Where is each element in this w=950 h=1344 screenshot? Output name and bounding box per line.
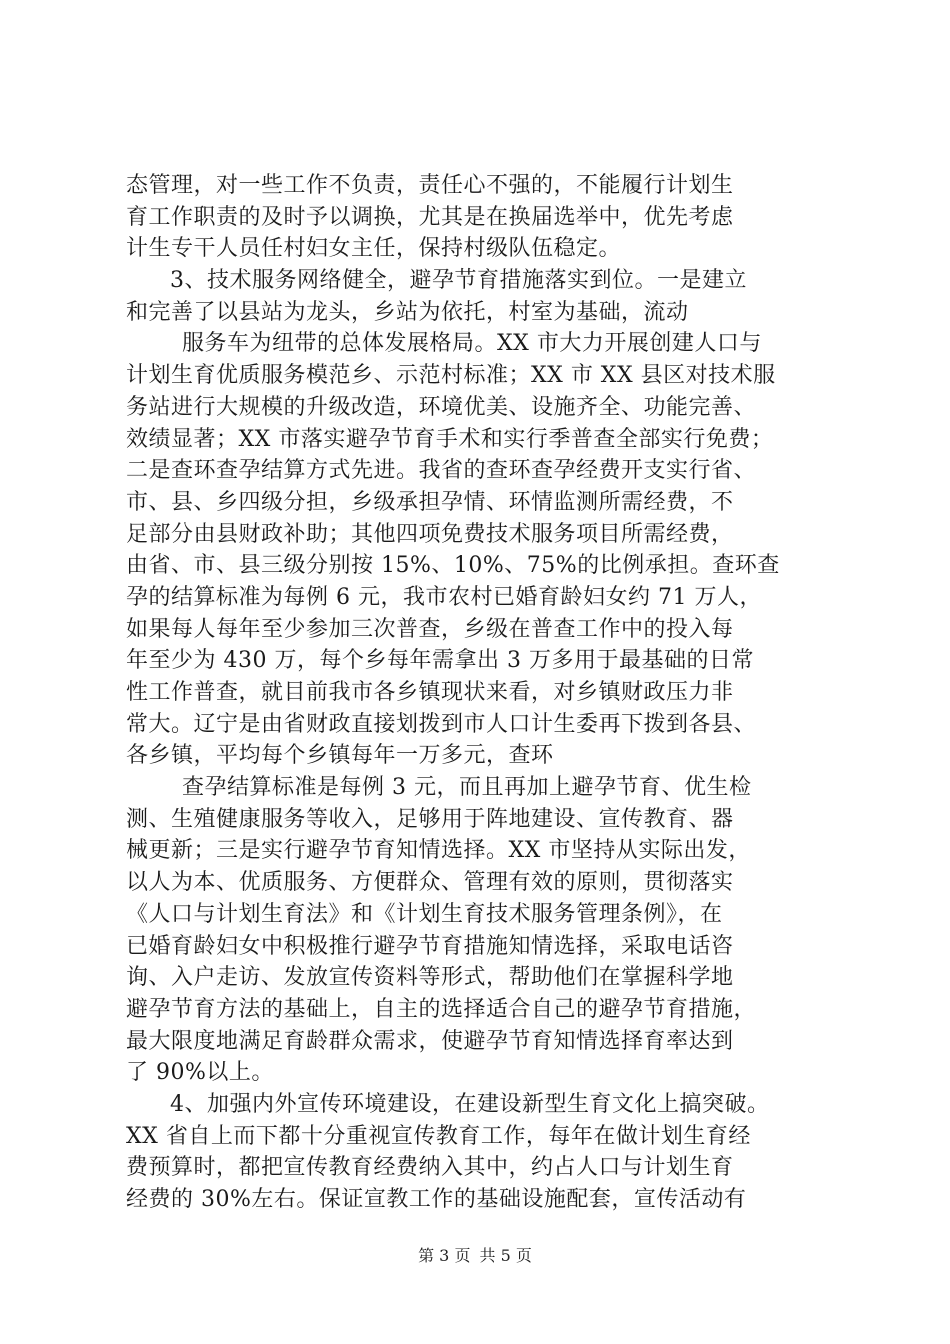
text-line: 以人为本、优质服务、方便群众、管理有效的原则，贯彻落实 xyxy=(126,870,734,896)
page-footer xyxy=(0,1246,950,1266)
text-line: 费预算时，都把宣传教育经费纳入其中，约占人口与计划生育 xyxy=(126,1155,734,1181)
text-line: 常大。辽宁是由省财政直接划拨到市人口计生委再下拨到各县、 xyxy=(126,711,757,737)
text-line: 最大限度地满足育龄群众需求，使避孕节育知情选择育率达到 xyxy=(126,1028,734,1054)
text-line: XX 省自上而下都十分重视宣传教育工作，每年在做计划生育经 xyxy=(126,1123,751,1149)
document-body xyxy=(126,170,846,1216)
text-line: 市、县、乡四级分担，乡级承担孕情、环情监测所需经费，不 xyxy=(126,489,734,515)
text-line: 计划生育优质服务模范乡、示范村标准；XX 市 XX 县区对技术服 xyxy=(126,363,776,389)
page-total: 共 5 页 xyxy=(479,1246,532,1265)
text-line: 各乡镇，平均每个乡镇每年一万多元，查环 xyxy=(126,743,554,769)
text-line: 查孕结算标准是每例 3 元，而且再加上避孕节育、优生检 xyxy=(182,775,752,801)
text-line: 了 90%以上。 xyxy=(126,1060,274,1086)
text-line: 效绩显著；XX 市落实避孕节育手术和实行季普查全部实行免费； xyxy=(126,426,774,452)
text-line: 务站进行大规模的升级改造，环境优美、设施齐全、功能完善、 xyxy=(126,394,757,420)
paragraph-heading-3: 3、技术服务网络健全，避孕节育措施落实到位。一是建立 xyxy=(170,268,747,294)
text-line: 《人口与计划生育法》和《计划生育技术服务管理条例》，在 xyxy=(126,901,723,927)
text-line: 服务车为纽带的总体发展格局。XX 市大力开展创建人口与 xyxy=(182,331,762,357)
text-line: 计生专干人员任村妇女主任，保持村级队伍稳定。 xyxy=(126,236,622,262)
text-line: 询、入户走访、发放宣传资料等形式，帮助他们在掌握科学地 xyxy=(126,965,734,991)
text-line: 年至少为 430 万，每个乡每年需拿出 3 万多用于最基础的日常 xyxy=(126,648,754,674)
text-line: 由省、市、县三级分别按 15%、10%、75%的比例承担。查环查 xyxy=(126,553,780,579)
text-line: 育工作职责的及时予以调换，尤其是在换届选举中，优先考虑 xyxy=(126,204,734,230)
text-line: 测、生殖健康服务等收入，足够用于阵地建设、宣传教育、器 xyxy=(126,806,734,832)
text-line: 如果每人每年至少参加三次普查，乡级在普查工作中的投入每 xyxy=(126,616,734,642)
text-line: 避孕节育方法的基础上，自主的选择适合自己的避孕节育措施， xyxy=(126,996,757,1022)
text-line: 械更新；三是实行避孕节育知情选择。XX 市坚持从实际出发， xyxy=(126,838,751,864)
text-line: 性工作普查，就目前我市各乡镇现状来看，对乡镇财政压力非 xyxy=(126,680,734,705)
page-number: 第 3 页 xyxy=(418,1246,471,1265)
text-line: 足部分由县财政补助；其他四项免费技术服务项目所需经费， xyxy=(126,521,734,547)
text-line: 经费的 30%左右。保证宣教工作的基础设施配套，宣传活动有 xyxy=(126,1187,747,1212)
text-line: 二是查环查孕结算方式先进。我省的查环查孕经费开支实行省、 xyxy=(126,458,757,484)
text-line: 已婚育龄妇女中积极推行避孕节育措施知情选择，采取电话咨 xyxy=(126,933,734,959)
text-line: 态管理，对一些工作不负责，责任心不强的，不能履行计划生 xyxy=(126,173,734,198)
paragraph-heading-4: 4、加强内外宣传环境建设，在建设新型生育文化上搞突破。 xyxy=(170,1091,770,1117)
text-line: 和完善了以县站为龙头，乡站为依托，村室为基础，流动 xyxy=(126,299,689,325)
text-line: 孕的结算标准为每例 6 元，我市农村已婚育龄妇女约 71 万人， xyxy=(126,584,762,610)
